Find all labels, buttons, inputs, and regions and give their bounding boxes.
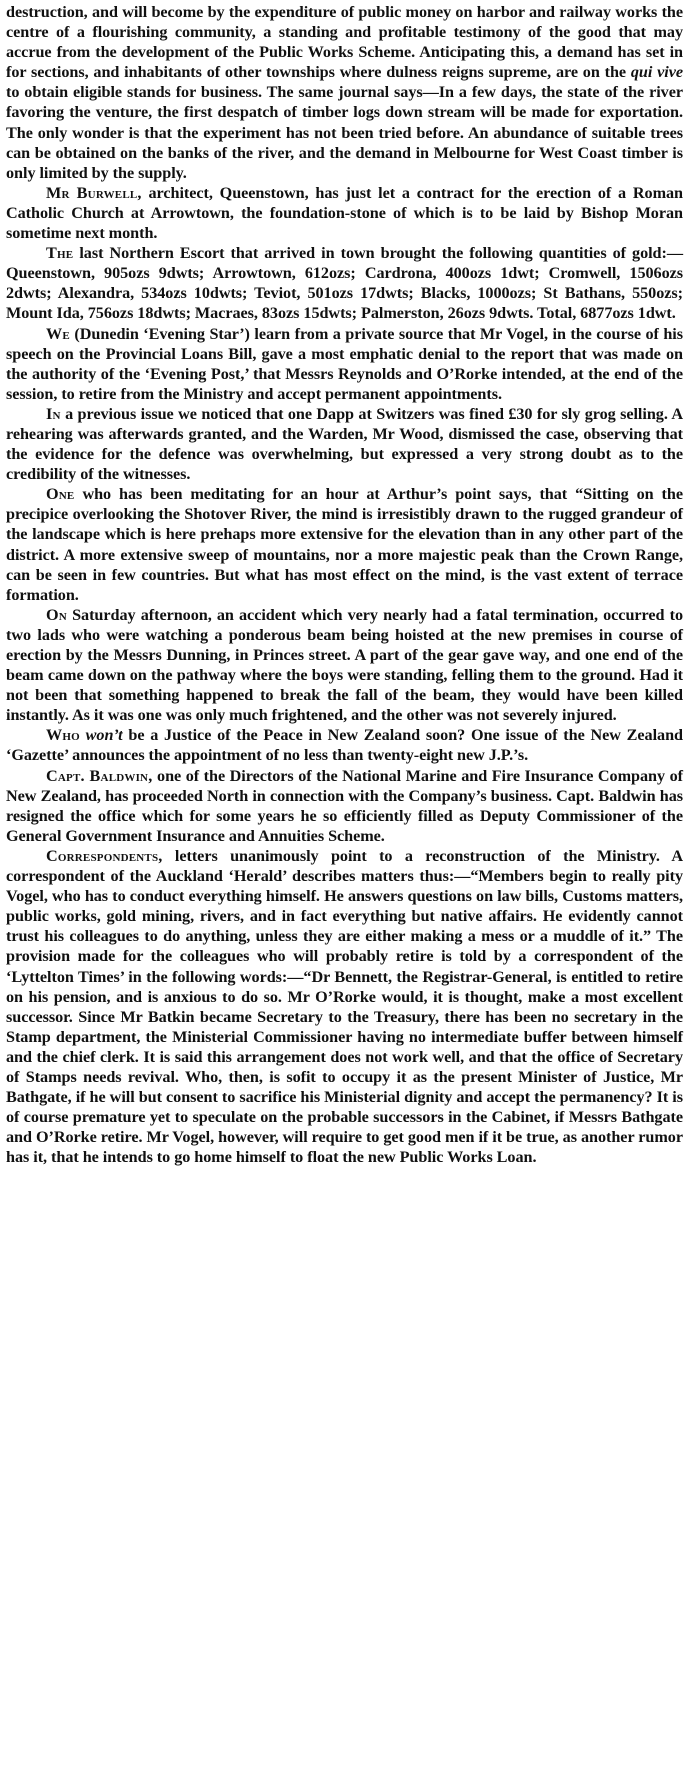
paragraph-text: a previous issue we noticed that one Dapp at Switzers was fined £30 for sly grog selling. A rehearing was afterwards granted, and the Warden, Mr Wood, dismissed the case, observing that the evidence for the defence was overwhelming, but expressed a very strong doubt as to the credibility of the witnesses. xyxy=(6,404,683,484)
italic-text: won’t xyxy=(85,726,123,745)
article-paragraph xyxy=(6,243,683,323)
paragraph-lead-word: Mr Burwell, xyxy=(46,183,142,202)
paragraph-lead-word: The xyxy=(46,244,74,263)
italic-text: qui vive xyxy=(630,63,683,82)
paragraph-lead-word: In xyxy=(46,404,61,423)
article-paragraph xyxy=(6,404,683,484)
paragraph-text: architect, Queenstown, has just let a contract for the erection of a Roman Catholic Church at Arrowtown, the foundation-stone of which is to be laid by Bishop Moran sometime next month. xyxy=(6,183,684,243)
article-paragraph xyxy=(6,2,683,183)
paragraph-text: to obtain eligible stands for business. The same journal says—In a few days, the state of the river favoring the venture, the first despatch of timber logs down stream will be made for exportation. The only wonder is that the experiment has not been tried before. An abundance of suitable trees can be obtained on the banks of the river, and the demand in Melbourne for West Coast timber is only limited by the supply. xyxy=(6,83,683,182)
article-paragraph xyxy=(6,846,683,1168)
paragraph-lead-word: We xyxy=(46,324,70,343)
paragraph-lead-word: One xyxy=(46,485,75,504)
paragraph-text: last Northern Escort that arrived in town brought the following quantities of gold:—Queenstown, 905ozs 9dwts; Arrowtown, 612ozs; Cardrona, 400ozs 1dwt; Cromwell, 1506ozs 2dwts; Alexandra, 534ozs 10dwts; Teviot, 501ozs 17dwts; Blacks, 1000ozs; St Bathans, 550ozs; Mount Ida, 756ozs 18dwts; Macraes, 83ozs 15dwts; Palmerston, 26ozs 9dwts. Total, 6877ozs 1dwt. xyxy=(6,244,683,323)
paragraph-text: letters unanimously point to a reconstruction of the Ministry. A correspondent of the Auckland ‘Herald’ describes matters thus:—“Members begin to really pity Vogel, who has to conduct everything himself. He answers questions on law bills, Customs matters, public works, gold mining, rivers, and in fact everything but native affairs. He evidently cannot trust his colleagues to do anything, unless they are either making a mess or a muddle of it.” The provision made for the colleagues who will probably retire is told by a correspondent of the ‘Lyttelton Times’ in the following words:—“Dr Bennett, the Registrar-General, is entitled to retire on his pension, and is anxious to do so. Mr O’Rorke would, it is thought, make a most excellent successor. Since Mr Batkin became Secretary to the Treasury, there has been no secretary in the Stamp department, the Ministerial Commissioner having no intermediate buffer between himself and the chief clerk. It is said this arrangement does not work well, and that the office of Secretary of Stamps needs revival. Who, then, is sofit to occupy it as the present Minister of Justice, Mr Bathgate, if he will but consent to sacrifice his Ministerial dignity and accept the permanency? It is of course premature yet to speculate on the probable successors in the Cabinet, if Messrs Bathgate and O’Rorke retire. Mr Vogel, however, will require to get good men if it be true, as another rumor has it, that he intends to go home himself to float the new Public Works Loan. xyxy=(6,846,683,1167)
paragraph-text: who has been meditating for an hour at Arthur’s point says, that “Sitting on the precipice overlooking the Shotover River, the mind is irresistibly drawn to the rugged grandeur of the landscape which is here prehaps more extensive for the elevation than in any other part of the district. A more extensive sweep of mountains, nor a more majestic peak than the Crown Range, can be seen in few countries. But what has most effect on the mind, is the vast extent of terrace formation. xyxy=(6,485,683,604)
article-paragraph xyxy=(6,484,683,605)
paragraph-text: be a Justice of the Peace in New Zealand soon? One issue of the New Zealand ‘Gazette’ announces the appointment of no less than twenty-eight new J.P.’s. xyxy=(6,726,683,765)
article-paragraph xyxy=(6,766,683,846)
article-paragraph xyxy=(6,725,683,765)
paragraph-text: Saturday afternoon, an accident which very nearly had a fatal termination, occurred to two lads who were watching a ponderous beam being hoisted at the new premises in course of erection by the Messrs Dunning, in Princes street. A part of the gear gave way, and one end of the beam came down on the pathway where the boys were standing, felling them to the ground. Had it not been that something happened to break the fall of the beam, they would have been killed instantly. As it was one was only much frightened, and the other was not severely injured. xyxy=(6,605,683,725)
paragraph-lead-word: On xyxy=(46,605,67,624)
article-paragraph xyxy=(6,183,683,243)
paragraph-text: (Dunedin ‘Evening Star’) learn from a private source that Mr Vogel, in the course of his speech on the Provincial Loans Bill, gave a most emphatic denial to the report that was made on the authority of the ‘Evening Post,’ that Messrs Reynolds and O’Rorke intended, at the end of the session, to retire from the Ministry and accept permanent appointments. xyxy=(6,324,683,403)
paragraph-lead-word: Correspondents, xyxy=(46,846,163,865)
paragraph-text: one of the Directors of the National Marine and Fire Insurance Company of New Zealand, has proceeded North in connection with the Company’s business. Capt. Baldwin has resigned the office which for some years he so efficiently filled as Deputy Commissioner of the General Government Insurance and Annuities Scheme. xyxy=(6,766,683,845)
article-body xyxy=(6,2,683,1167)
paragraph-lead-word: Who xyxy=(46,726,80,745)
article-paragraph xyxy=(6,324,683,404)
article-paragraph xyxy=(6,605,683,726)
paragraph-text: destruction, and will become by the expenditure of public money on harbor and railway works the centre of a flourishing community, a standing and profitable testimony of the good that may accrue from the development of the Public Works Scheme. Anticipating this, a demand has set in for sections, and inhabitants of other townships where dulness reigns supreme, are on the xyxy=(6,3,683,82)
paragraph-lead-word: Capt. Baldwin, xyxy=(46,766,153,785)
